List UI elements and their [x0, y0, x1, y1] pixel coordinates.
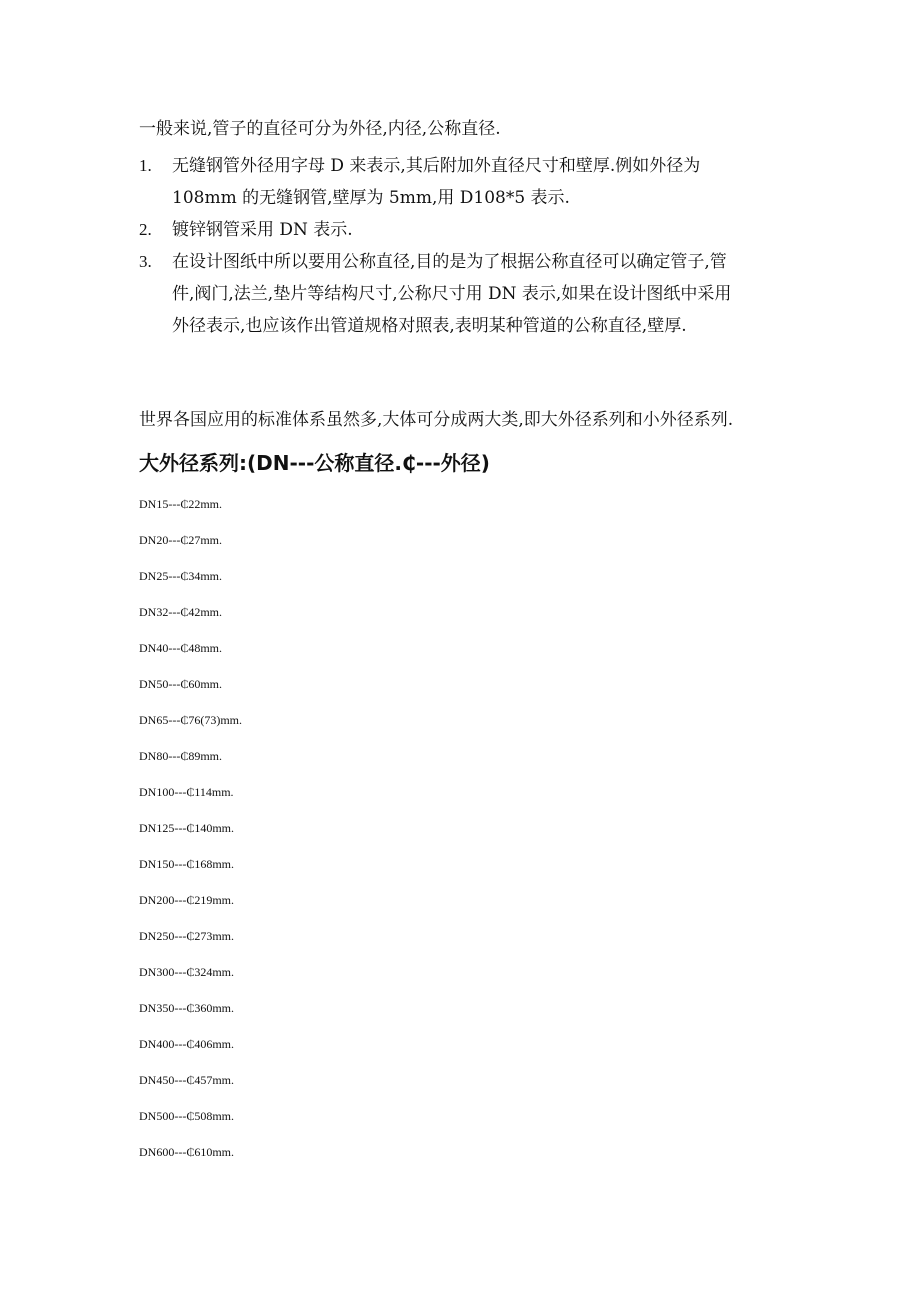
list-number: 3. [139, 252, 152, 271]
list-item-line: 在设计图纸中所以要用公称直径,目的是为了根据公称直径可以确定管子,管 [172, 252, 727, 272]
dn-entry: DN40---₵48mm. [139, 641, 222, 655]
list-item-line: 镀锌钢管采用 DN 表示. [172, 220, 353, 240]
dn-entry: DN32---₵42mm. [139, 605, 222, 619]
dn-entry: DN20---₵27mm. [139, 533, 222, 547]
numbered-list [139, 150, 799, 342]
dn-entry: DN400---₵406mm. [139, 1037, 234, 1051]
dn-entry: DN15---₵22mm. [139, 497, 222, 511]
section-heading: 大外径系列:(DN---公称直径.₵---外径) [139, 451, 490, 475]
list-number: 2. [139, 220, 152, 239]
list-item-3 [139, 246, 799, 342]
dn-size-list [139, 493, 242, 1177]
list-item-line: 外径表示,也应该作出管道规格对照表,表明某种管道的公称直径,壁厚. [172, 316, 687, 336]
dn-entry: DN150---₵168mm. [139, 857, 234, 871]
dn-entry: DN25---₵34mm. [139, 569, 222, 583]
intro-paragraph: 一般来说,管子的直径可分为外径,内径,公称直径. [139, 119, 501, 139]
list-item-line: 件,阀门,法兰,垫片等结构尺寸,公称尺寸用 DN 表示,如果在设计图纸中采用 [172, 284, 732, 304]
dn-entry: DN125---₵140mm. [139, 821, 234, 835]
dn-entry: DN250---₵273mm. [139, 929, 234, 943]
dn-entry: DN350---₵360mm. [139, 1001, 234, 1015]
dn-entry: DN80---₵89mm. [139, 749, 222, 763]
dn-entry: DN600---₵610mm. [139, 1145, 234, 1159]
list-item-line: 无缝钢管外径用字母 D 来表示,其后附加外直径尺寸和壁厚.例如外径为 [172, 156, 701, 176]
dn-entry: DN500---₵508mm. [139, 1109, 234, 1123]
dn-entry: DN65---₵76(73)mm. [139, 713, 242, 727]
list-number: 1. [139, 156, 152, 175]
summary-paragraph: 世界各国应用的标准体系虽然多,大体可分成两大类,即大外径系列和小外径系列. [139, 410, 734, 430]
dn-entry: DN200---₵219mm. [139, 893, 234, 907]
dn-entry: DN100---₵114mm. [139, 785, 234, 799]
dn-entry: DN450---₵457mm. [139, 1073, 234, 1087]
list-item-2 [139, 214, 799, 246]
dn-entry: DN50---₵60mm. [139, 677, 222, 691]
dn-entry: DN300---₵324mm. [139, 965, 234, 979]
list-item-line: 108mm 的无缝钢管,壁厚为 5mm,用 D108*5 表示. [172, 188, 570, 208]
list-item-1 [139, 150, 799, 214]
